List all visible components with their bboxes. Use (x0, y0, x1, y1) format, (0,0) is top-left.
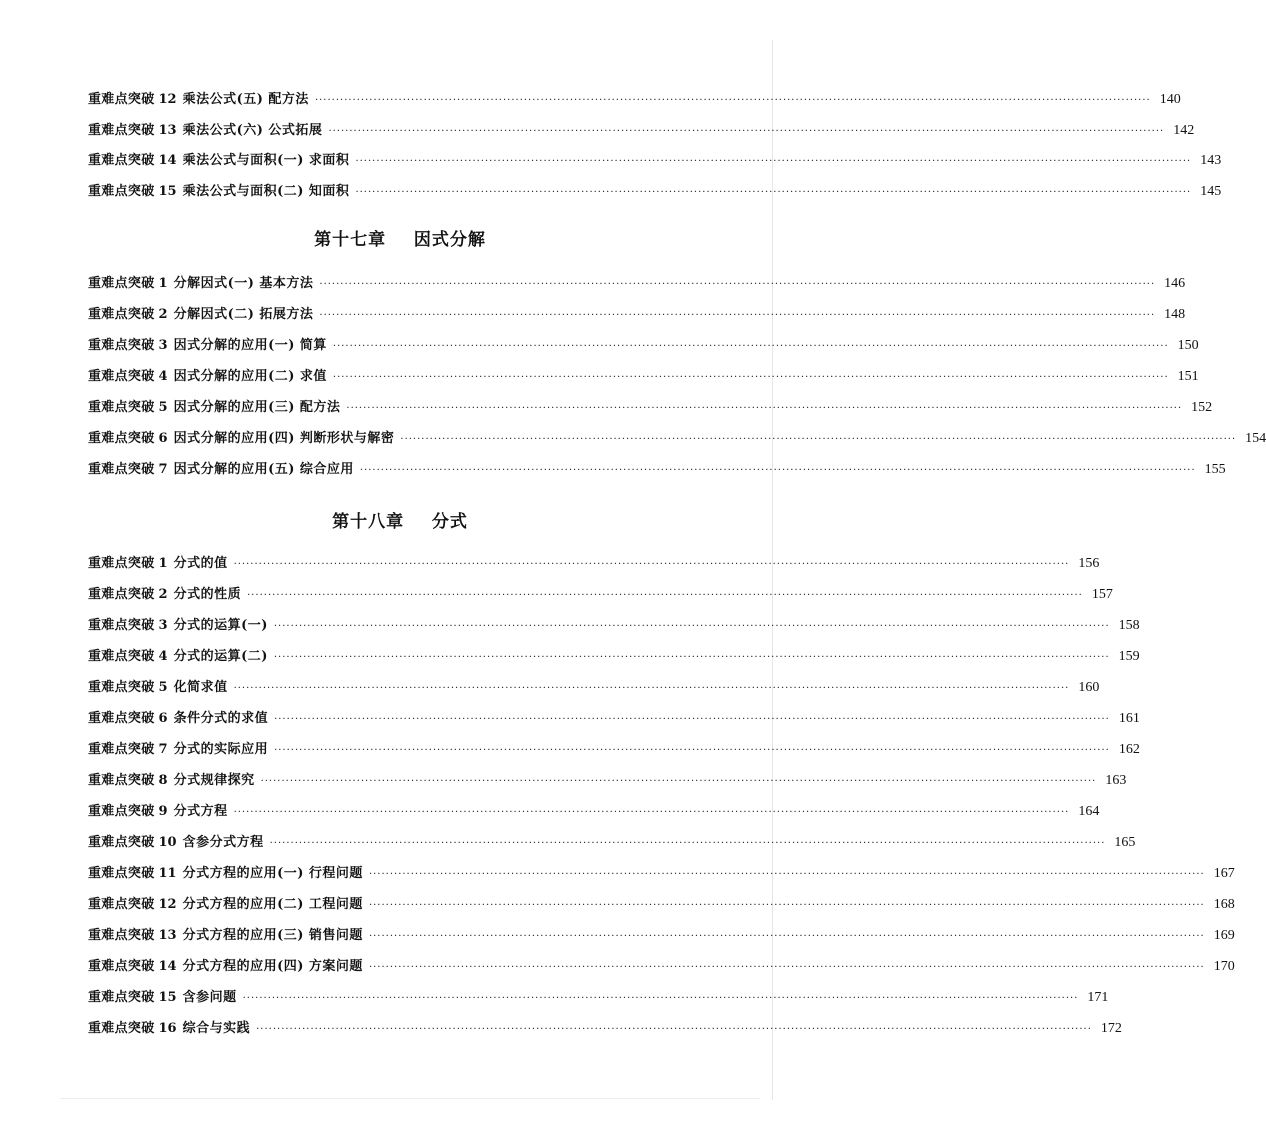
toc-entry[interactable] (88, 88, 1181, 110)
toc-entry-title: 乘法公式与面积(一) 求面积 (182, 153, 350, 168)
toc-entry-page-number: 162 (1118, 742, 1140, 757)
toc-entry[interactable] (88, 583, 1113, 605)
toc-entry-number: 14 (158, 153, 177, 168)
toc-leader-dots: ········································································································································································································ (256, 1024, 1092, 1035)
toc-entry[interactable] (88, 272, 1186, 294)
toc-leader-dots: ········································································································································································································ (247, 590, 1083, 601)
toc-entry-number: 7 (158, 462, 168, 477)
toc-entry-number: 6 (158, 711, 168, 726)
chapter-18-heading: 第十八章 分式 (332, 512, 468, 532)
toc-entry-title: 分式规律探究 (173, 773, 255, 788)
toc-entry-page-number: 142 (1173, 122, 1195, 138)
toc-leader-dots: ········································································································································································································ (273, 621, 1110, 632)
toc-leader-dots: ········································································································································································································ (273, 652, 1110, 663)
toc-entry[interactable] (88, 614, 1140, 636)
toc-entry-page-number: 159 (1118, 649, 1140, 664)
toc-entry-page-number: 145 (1200, 183, 1222, 199)
toc-entry-number: 7 (158, 742, 168, 757)
toc-entry-title: 因式分解的应用(二) 求值 (173, 369, 327, 384)
toc-leader-dots: ········································································································································································································ (368, 962, 1205, 973)
toc-entry-page-number: 168 (1213, 897, 1235, 912)
toc-entry-number: 3 (158, 338, 168, 353)
toc-entry-page-number: 165 (1114, 835, 1136, 850)
toc-leader-dots: ········································································································································································································ (274, 745, 1110, 756)
toc-entry-number: 5 (158, 680, 168, 695)
toc-entry-prefix: 重难点突破 (88, 369, 155, 384)
toc-entry-page-number: 158 (1118, 618, 1140, 633)
toc-entry[interactable] (88, 1017, 1122, 1039)
toc-entry-prefix: 重难点突破 (88, 587, 155, 602)
toc-leader-dots: ········································································································································································································ (319, 310, 1156, 321)
toc-entry[interactable] (88, 334, 1199, 356)
toc-entry-number: 11 (158, 866, 177, 881)
toc-entry[interactable] (88, 427, 1266, 449)
toc-entry[interactable] (88, 365, 1199, 387)
toc-entry-prefix: 重难点突破 (88, 1021, 155, 1036)
toc-entry-prefix: 重难点突破 (88, 649, 155, 664)
toc-entry-page-number: 148 (1164, 307, 1186, 322)
toc-entry-number: 12 (158, 897, 177, 912)
toc-leader-dots: ········································································································································································································ (242, 993, 1079, 1004)
toc-entry-number: 4 (158, 369, 168, 384)
toc-entry-title: 分式的实际应用 (173, 742, 269, 757)
toc-entry-number: 16 (158, 1021, 177, 1036)
toc-entry-title: 含参分式方程 (182, 835, 264, 850)
toc-entry-number: 10 (158, 835, 177, 850)
toc-entry-prefix: 重难点突破 (88, 680, 155, 695)
toc-entry-prefix: 重难点突破 (88, 92, 155, 107)
toc-entry[interactable] (88, 552, 1100, 574)
toc-entry-page-number: 164 (1078, 804, 1100, 819)
toc-entry-prefix: 重难点突破 (88, 928, 155, 943)
toc-entry-title: 分式方程 (173, 804, 228, 819)
toc-leader-dots: ········································································································································································································ (359, 465, 1196, 476)
toc-entry-number: 15 (158, 183, 177, 199)
toc-entry[interactable] (88, 396, 1213, 418)
toc-entry-title: 条件分式的求值 (173, 711, 269, 726)
toc-entry-page-number: 163 (1105, 773, 1127, 788)
toc-leader-dots: ········································································································································································································ (355, 186, 1192, 198)
toc-entry[interactable] (88, 458, 1226, 480)
toc-leader-dots: ········································································································································································································ (314, 95, 1151, 106)
toc-leader-dots: ········································································································································································································ (400, 434, 1237, 445)
toc-entry-number: 9 (158, 804, 168, 819)
toc-entry-page-number: 146 (1164, 276, 1186, 291)
toc-entry-prefix: 重难点突破 (88, 276, 155, 291)
toc-entry-page-number: 170 (1213, 959, 1235, 974)
toc-entry-prefix: 重难点突破 (88, 711, 155, 726)
toc-leader-dots: ········································································································································································································ (355, 156, 1192, 167)
toc-entry[interactable] (88, 180, 1222, 202)
toc-leader-dots: ········································································································································································································ (274, 714, 1110, 725)
toc-entry-page-number: 157 (1091, 587, 1113, 602)
toc-entry-prefix: 重难点突破 (88, 307, 155, 322)
toc-entry-page-number: 167 (1213, 866, 1235, 881)
toc-entry-prefix: 重难点突破 (88, 431, 155, 446)
toc-entry-title: 分式方程的应用(三) 销售问题 (182, 928, 363, 943)
toc-leader-dots: ········································································································································································································ (233, 559, 1070, 570)
toc-entry-number: 14 (158, 959, 177, 974)
toc-entry-title: 乘法公式与面积(二) 知面积 (182, 183, 350, 199)
toc-entry-title: 分式的运算(二) (173, 649, 268, 664)
toc-entry-prefix: 重难点突破 (88, 338, 155, 353)
toc-entry-page-number: 169 (1213, 928, 1235, 943)
toc-entry-page-number: 155 (1204, 462, 1226, 477)
toc-entry-page-number: 140 (1159, 92, 1181, 107)
toc-entry-title: 因式分解的应用(一) 简算 (173, 338, 327, 353)
toc-entry-title: 分式方程的应用(四) 方案问题 (182, 959, 363, 974)
toc-entry-title: 乘法公式(五) 配方法 (182, 92, 309, 107)
toc-entry[interactable] (88, 119, 1195, 141)
toc-entry-title: 分解因式(一) 基本方法 (173, 276, 314, 291)
toc-entry-title: 乘法公式(六) 公式拓展 (182, 122, 323, 138)
chapter-17-heading: 第十七章 因式分解 (314, 230, 486, 250)
toc-entry-page-number: 152 (1191, 400, 1213, 415)
toc-entry[interactable] (88, 862, 1235, 884)
page-bottom-line (60, 1098, 760, 1099)
toc-entry-prefix: 重难点突破 (88, 556, 155, 571)
toc-entry-number: 12 (158, 92, 177, 107)
toc-entry-number: 5 (158, 400, 168, 415)
toc-entry-title: 分式的性质 (173, 587, 242, 602)
toc-entry-number: 1 (158, 556, 168, 571)
toc-entry[interactable] (88, 707, 1140, 729)
toc-leader-dots: ········································································································································································································ (319, 279, 1156, 290)
toc-entry-page-number: 172 (1100, 1021, 1122, 1036)
toc-entry-title: 分式方程的应用(一) 行程问题 (182, 866, 363, 881)
toc-entry[interactable] (88, 769, 1127, 791)
toc-entry-prefix: 重难点突破 (88, 990, 155, 1005)
toc-entry-prefix: 重难点突破 (88, 835, 155, 850)
toc-entry-page-number: 151 (1177, 369, 1199, 384)
toc-leader-dots: ········································································································································································································ (368, 931, 1205, 942)
toc-entry-page-number: 161 (1118, 711, 1140, 726)
toc-entry-number: 1 (158, 276, 168, 291)
toc-entry[interactable] (88, 645, 1140, 667)
toc-entry[interactable] (88, 955, 1235, 977)
toc-leader-dots: ········································································································································································································ (346, 403, 1183, 414)
toc-entry-prefix: 重难点突破 (88, 462, 155, 477)
toc-entry-title: 分解因式(二) 拓展方法 (173, 307, 314, 322)
toc-entry-prefix: 重难点突破 (88, 804, 155, 819)
toc-leader-dots: ········································································································································································································ (233, 807, 1070, 818)
toc-leader-dots: ········································································································································································································ (368, 900, 1205, 911)
toc-entry-title: 因式分解的应用(五) 综合应用 (173, 462, 354, 477)
toc-entry-prefix: 重难点突破 (88, 897, 155, 912)
toc-entry-number: 15 (158, 990, 177, 1005)
toc-entry-prefix: 重难点突破 (88, 400, 155, 415)
toc-entry[interactable] (88, 676, 1100, 698)
toc-entry-page-number: 171 (1087, 990, 1109, 1005)
toc-leader-dots: ········································································································································································································ (332, 341, 1169, 352)
toc-leader-dots: ········································································································································································································ (233, 683, 1070, 694)
toc-leader-dots: ········································································································································································································ (260, 776, 1097, 787)
toc-leader-dots: ········································································································································································································ (328, 125, 1165, 137)
toc-entry-title: 因式分解的应用(三) 配方法 (173, 400, 341, 415)
toc-entry-page-number: 160 (1078, 680, 1100, 695)
toc-entry[interactable] (88, 738, 1140, 760)
toc-entry-prefix: 重难点突破 (88, 122, 155, 138)
toc-entry[interactable] (88, 986, 1109, 1008)
toc-entry-title: 分式的运算(一) (173, 618, 268, 633)
toc-entry-title: 分式的值 (173, 556, 228, 571)
toc-entry[interactable] (88, 893, 1235, 915)
toc-entry-number: 13 (158, 122, 177, 138)
toc-entry-page-number: 150 (1177, 338, 1199, 353)
toc-leader-dots: ········································································································································································································ (332, 372, 1169, 383)
toc-entry-prefix: 重难点突破 (88, 866, 155, 881)
toc-entry-page-number: 156 (1078, 556, 1100, 571)
toc-entry-prefix: 重难点突破 (88, 773, 155, 788)
toc-entry-prefix: 重难点突破 (88, 183, 155, 199)
toc-entry-title: 化简求值 (173, 680, 228, 695)
toc-entry[interactable] (88, 831, 1136, 853)
toc-leader-dots: ········································································································································································································ (368, 869, 1205, 880)
toc-entry-title: 综合与实践 (182, 1021, 251, 1036)
toc-entry-title: 含参问题 (182, 990, 237, 1005)
toc-entry[interactable] (88, 800, 1100, 822)
toc-entry-number: 4 (158, 649, 168, 664)
toc-entry-page-number: 154 (1245, 431, 1266, 446)
toc-leader-dots: ········································································································································································································ (269, 838, 1106, 849)
toc-entry-prefix: 重难点突破 (88, 742, 155, 757)
toc-entry-title: 因式分解的应用(四) 判断形状与解密 (173, 431, 395, 446)
toc-entry-page-number: 143 (1200, 153, 1222, 168)
toc-entry-title: 分式方程的应用(二) 工程问题 (182, 897, 363, 912)
toc-entry-number: 2 (158, 587, 168, 602)
toc-entry[interactable] (88, 149, 1222, 171)
toc-entry-number: 13 (158, 928, 177, 943)
toc-entry-number: 6 (158, 431, 168, 446)
toc-entry-prefix: 重难点突破 (88, 959, 155, 974)
toc-entry-number: 8 (158, 773, 168, 788)
toc-entry[interactable] (88, 303, 1186, 325)
toc-entry-number: 3 (158, 618, 168, 633)
toc-entry-prefix: 重难点突破 (88, 153, 155, 168)
toc-entry-prefix: 重难点突破 (88, 618, 155, 633)
toc-entry-number: 2 (158, 307, 168, 322)
toc-entry[interactable] (88, 924, 1235, 946)
